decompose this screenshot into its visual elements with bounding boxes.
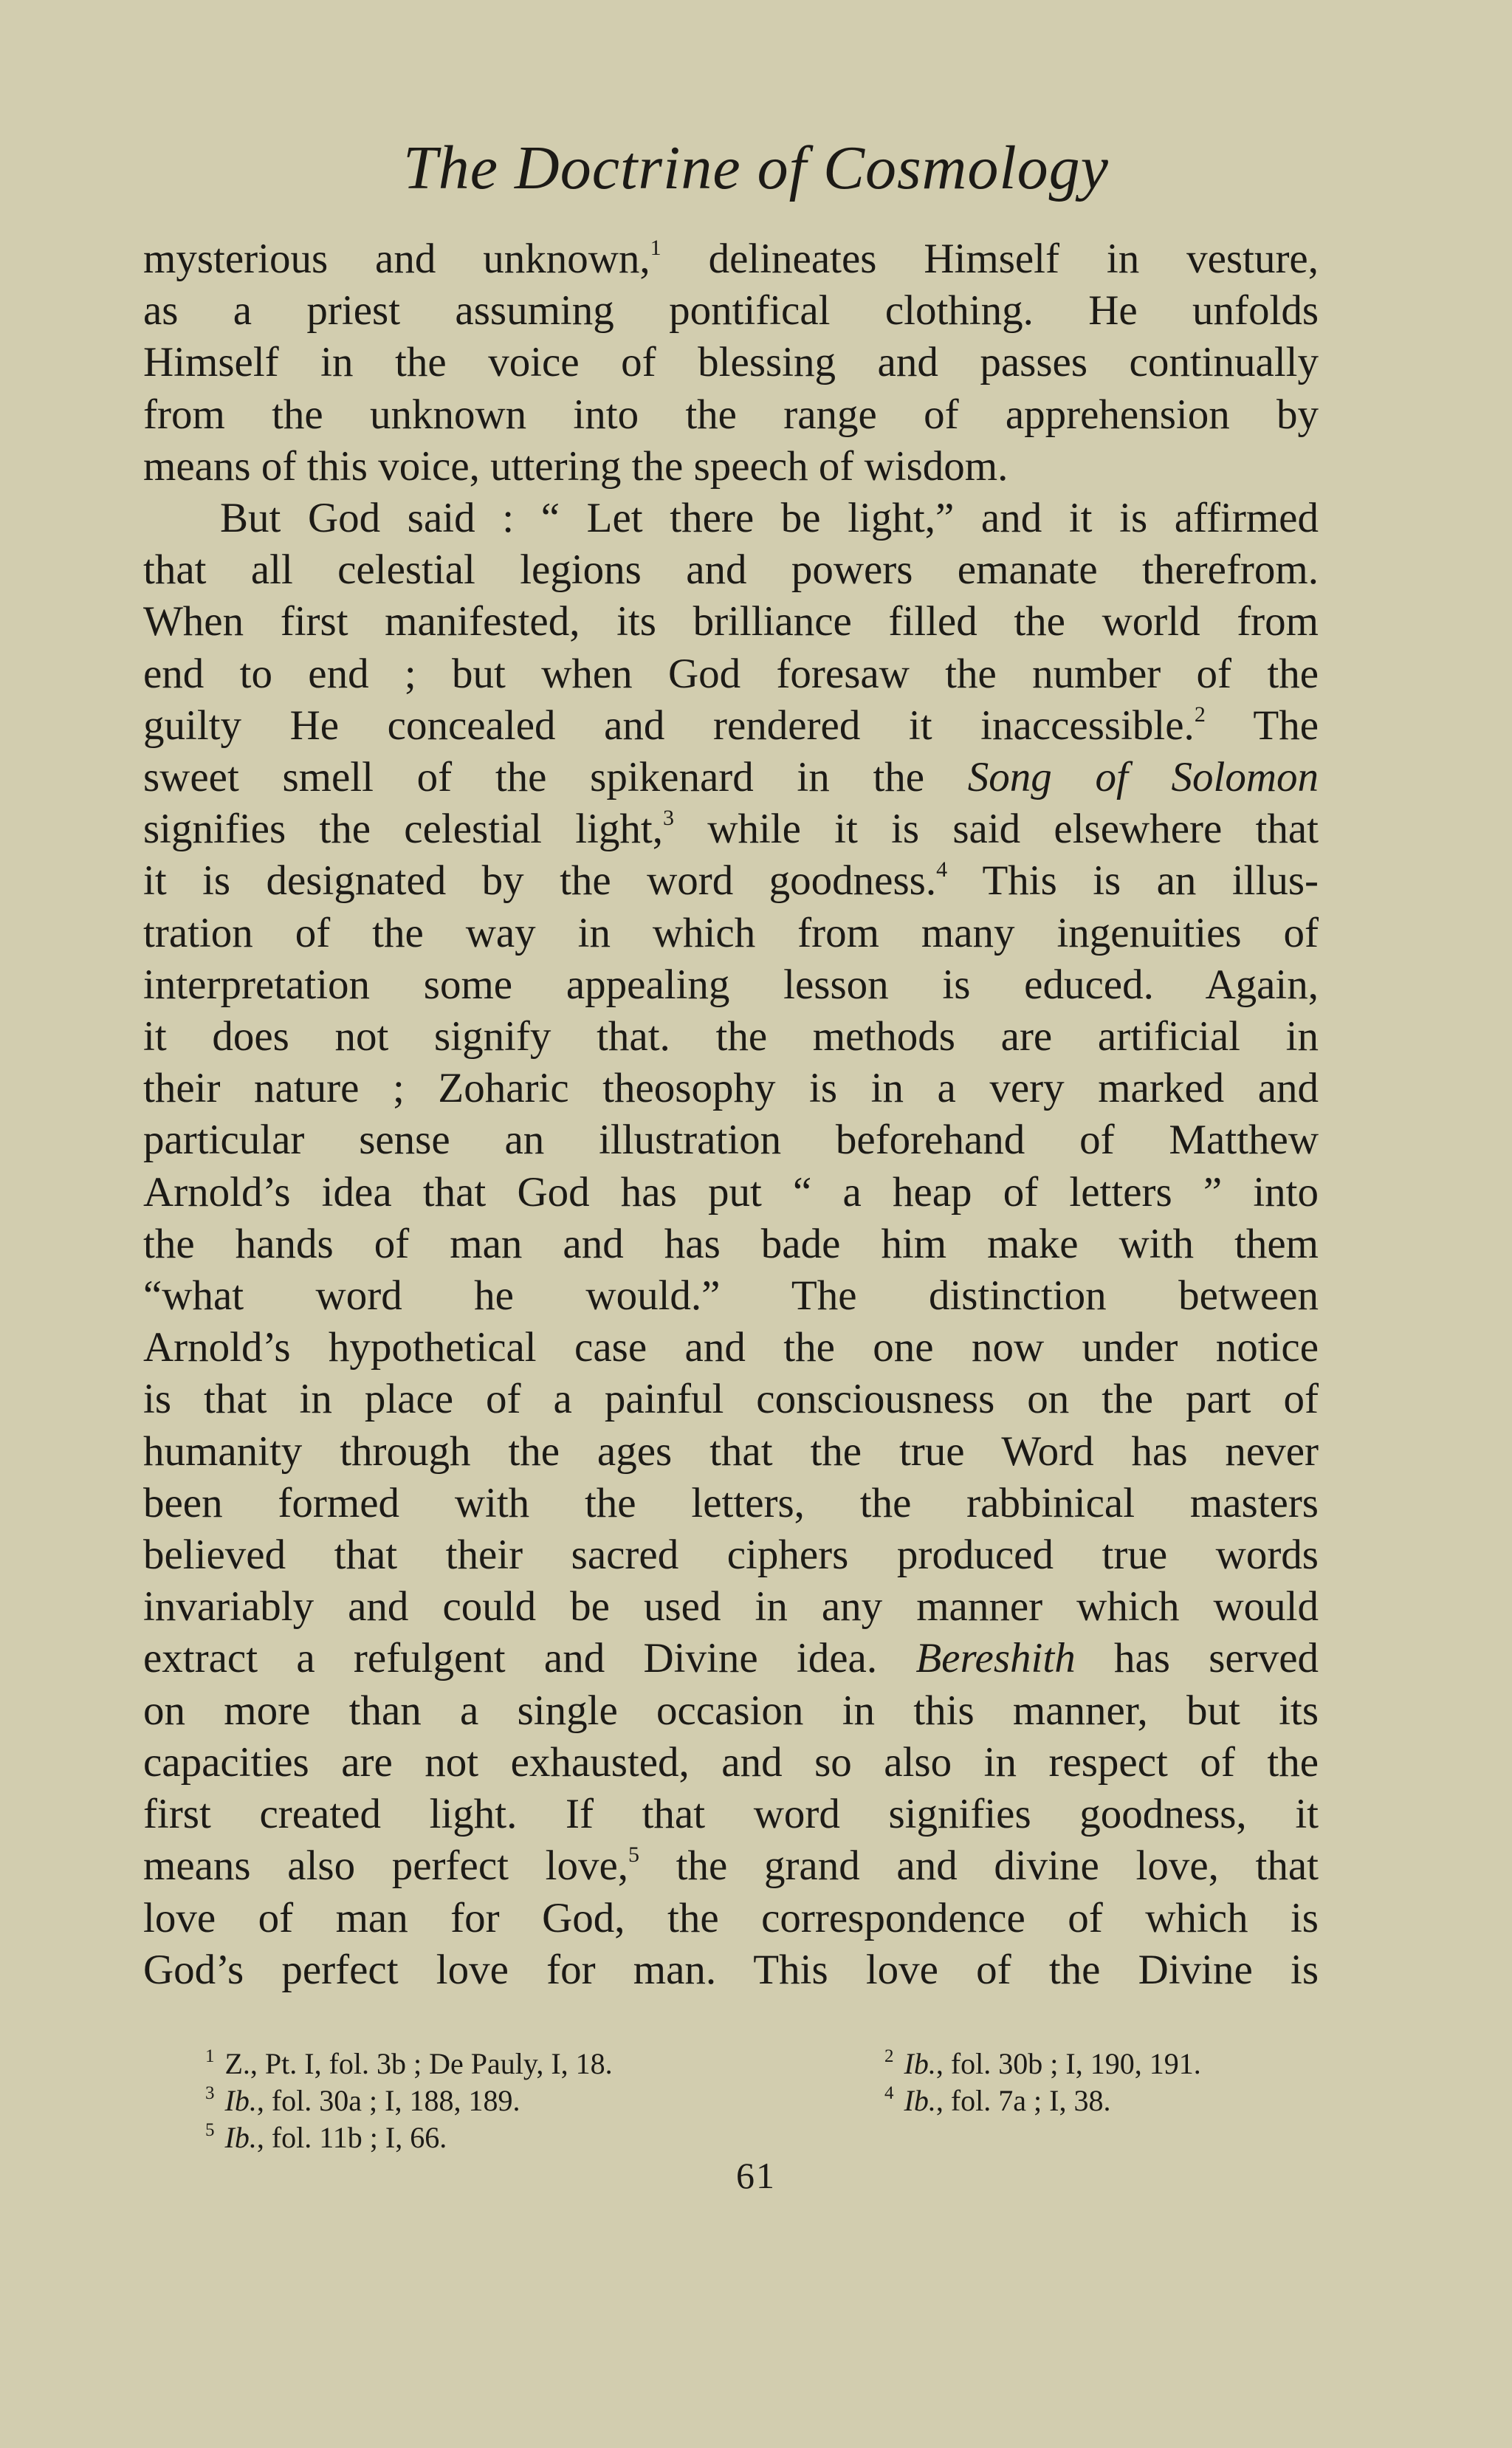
text-line: believed that their sacred ciphers produced true words <box>143 1532 1319 1579</box>
footnote-marker: 4 <box>936 857 948 882</box>
footnote: $^3$ Ib., fol. 30a ; I, 188, 189. <box>205 2083 520 2117</box>
text-line: means also perfect love,$^5$ the grand and divine love, that <box>143 1842 1319 1890</box>
text-line: When first manifested, its brilliance filled the world from <box>143 598 1319 645</box>
text-line: guilty He concealed and rendered it inaccessible.$^2$ The <box>143 702 1319 749</box>
text-line: tration of the way in which from many ingenuities of <box>143 909 1319 956</box>
italic-text: Ib. <box>904 2047 936 2080</box>
footnotes <box>205 2046 1320 2156</box>
page-number: 61 <box>736 2155 776 2196</box>
text-line: from the unknown into the range of apprehension by <box>143 391 1319 438</box>
text-line: first created light. If that word signifies goodness, it <box>143 1791 1319 1838</box>
text-line: it does not signify that. the methods are artificial in <box>143 1013 1319 1060</box>
text-line: sweet smell of the spikenard in the Song of Solomon <box>143 754 1319 801</box>
italic-text: Ib. <box>224 2121 257 2154</box>
footnote-number: 4 <box>884 2083 894 2103</box>
footnote: $^4$ Ib., fol. 7a ; I, 38. <box>884 2083 1111 2117</box>
footnote-number: 2 <box>884 2046 894 2066</box>
text-line: humanity through the ages that the true Word has never <box>143 1427 1319 1475</box>
text-line: signifies the celestial light,$^3$ while it is said elsewhere that <box>143 806 1319 853</box>
text-line: their nature ; Zoharic theosophy is in a very marked and <box>143 1065 1319 1112</box>
footnote: $^1$ Z., Pt. I, fol. 3b ; De Pauly, I, 18. <box>205 2046 613 2080</box>
footnote-marker: 3 <box>663 806 675 831</box>
text-line: Arnold’s idea that God has put “ a heap of letters ” into <box>143 1168 1319 1216</box>
footnote: $^5$ Ib., fol. 11b ; I, 66. <box>205 2120 447 2154</box>
italic-text: Song of Solomon <box>967 754 1319 801</box>
footnote-row <box>205 2082 1320 2119</box>
text-line: God’s perfect love for man. This love of the Divine is <box>143 1946 1319 1993</box>
text-line: Himself in the voice of blessing and passes continually <box>143 339 1319 386</box>
text-line: invariably and could be used in any manner which would <box>143 1583 1319 1631</box>
footnote-marker: 2 <box>1194 702 1206 727</box>
footnote: $^2$ Ib., fol. 30b ; I, 190, 191. <box>884 2046 1201 2080</box>
text-line: “what word he would.” The distinction between <box>143 1272 1319 1320</box>
body-text <box>143 233 1319 1996</box>
text-line: Arnold’s hypothetical case and the one now under notice <box>143 1324 1319 1371</box>
text-line: is that in place of a painful consciousness on the part of <box>143 1376 1319 1423</box>
text-line: it is designated by the word goodness.$^4$ This is an illus- <box>143 857 1319 905</box>
text-line: capacities are not exhausted, and so also in respect of the <box>143 1738 1319 1786</box>
text-line: as a priest assuming pontifical clothing. He unfolds <box>143 287 1319 335</box>
text-line: been formed with the letters, the rabbinical masters <box>143 1479 1319 1526</box>
text-line: love of man for God, the correspondence of which is <box>143 1894 1319 1941</box>
footnote-number: 3 <box>205 2083 215 2103</box>
footnote-marker: 1 <box>650 236 662 260</box>
text-line: the hands of man and has bade him make with them <box>143 1220 1319 1267</box>
italic-text: Ib. <box>904 2084 936 2117</box>
italic-text: Ib. <box>224 2084 257 2117</box>
text-line: on more than a single occasion in this manner, but its <box>143 1687 1319 1734</box>
text-line: means of this voice, uttering the speech of wisdom. <box>143 442 1008 490</box>
text-line: end to end ; but when God foresaw the number of the <box>143 650 1319 697</box>
text-line: But God said : “ Let there be light,” and it is affirmed <box>220 495 1319 542</box>
text-line: particular sense an illustration beforehand of Matthew <box>143 1117 1319 1164</box>
text-line: mysterious and unknown,$^1$ delineates Himself in vesture, <box>143 236 1319 282</box>
footnote-number: 1 <box>205 2046 215 2066</box>
footnote-row <box>205 2119 1320 2156</box>
footnote-number: 5 <box>205 2120 215 2140</box>
running-head: The Doctrine of Cosmology <box>403 134 1109 202</box>
text-line: extract a refulgent and Divine idea. Bereshith has served <box>143 1635 1319 1682</box>
footnote-row <box>205 2046 1320 2082</box>
italic-text: Bereshith <box>915 1635 1076 1682</box>
text-line: interpretation some appealing lesson is educed. Again, <box>143 961 1319 1008</box>
footnote-marker: 5 <box>628 1842 639 1868</box>
text-line: that all celestial legions and powers emanate therefrom. <box>143 546 1319 594</box>
